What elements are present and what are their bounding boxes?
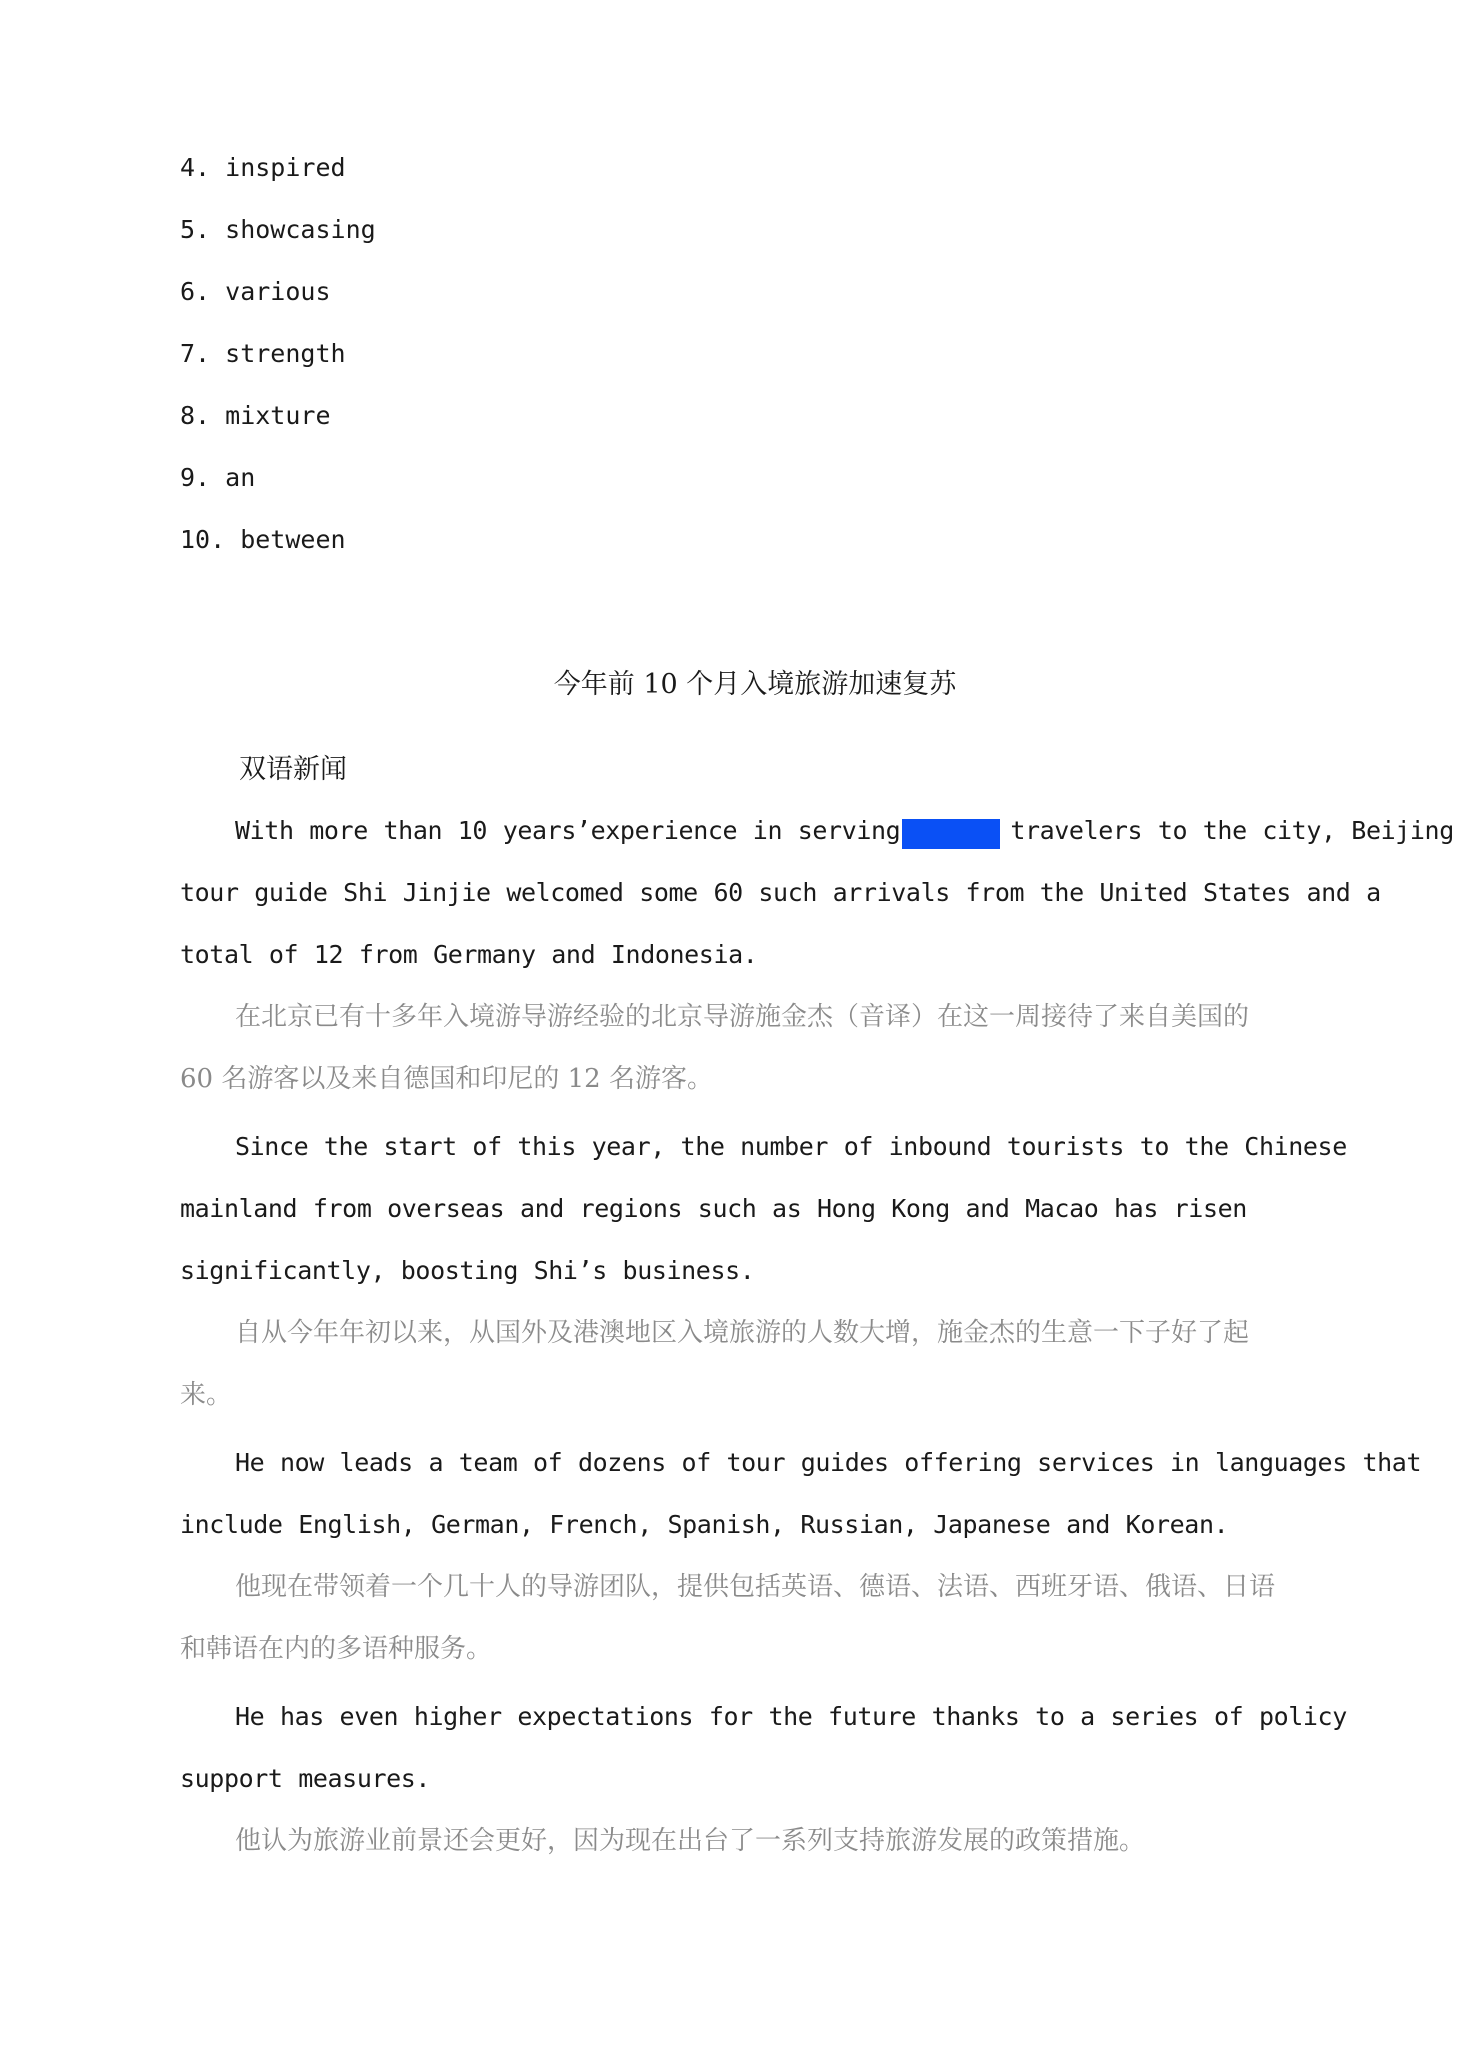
section-tag: 双语新闻 (239, 754, 347, 785)
paragraph-chinese-3: 他现在带领着一个几十人的导游团队，提供包括英语、德语、法语、西班牙语、俄语、日语和韩语在内的多语种服务。 (180, 1572, 1276, 1664)
paragraph-chinese-4: 他认为旅游业前景还会更好，因为现在出台了一系列支持旅游发展的政策措施。 (235, 1826, 1146, 1856)
paragraph-english-2: Since the start of this year, the number of inbound tourists to the Chinese mainland from overseas and regions such as Hong Kong and Macao has risen significantly, boosting Shi’s business. (180, 1132, 1347, 1285)
answer-item: 4. inspired (180, 153, 346, 182)
paragraph-chinese-1: 在北京已有十多年入境游导游经验的北京导游施金杰（音译）在这一周接待了来自美国的 60 名游客以及来自德国和印尼的 12 名游客。 (180, 1002, 1250, 1094)
answer-item: 10. between (180, 525, 346, 554)
redaction-block (902, 819, 1000, 849)
paragraph-english-3: He now leads a team of dozens of tour guides offering services in languages that include English, German, French, Spanish, Russian, Japanese and Korean. (180, 1448, 1422, 1539)
article-title: 今年前 10 个月入境旅游加速复苏 (553, 669, 957, 700)
answer-item: 6. various (180, 277, 331, 306)
answer-list (180, 148, 376, 582)
answer-item: 7. strength (180, 339, 346, 368)
answer-item: 5. showcasing (180, 215, 376, 244)
paragraph-english-4: He has even higher expectations for the future thanks to a series of policy support measures. (180, 1702, 1347, 1793)
paragraph-text: travelers to the city, Beijing tour guide Shi Jinjie welcomed some 60 such arrivals from the United States and a total of 12 from Germany and Indonesia. (180, 816, 1454, 969)
answer-item: 9. an (180, 463, 256, 492)
paragraph-chinese-2: 自从今年年初以来，从国外及港澳地区入境旅游的人数大增，施金杰的生意一下子好了起来。 (180, 1318, 1250, 1410)
paragraph-english-1 (180, 800, 1458, 986)
answer-item: 8. mixture (180, 401, 331, 430)
paragraph-text: With more than 10 years’experience in serving (235, 816, 901, 845)
article-body (180, 750, 1458, 1878)
